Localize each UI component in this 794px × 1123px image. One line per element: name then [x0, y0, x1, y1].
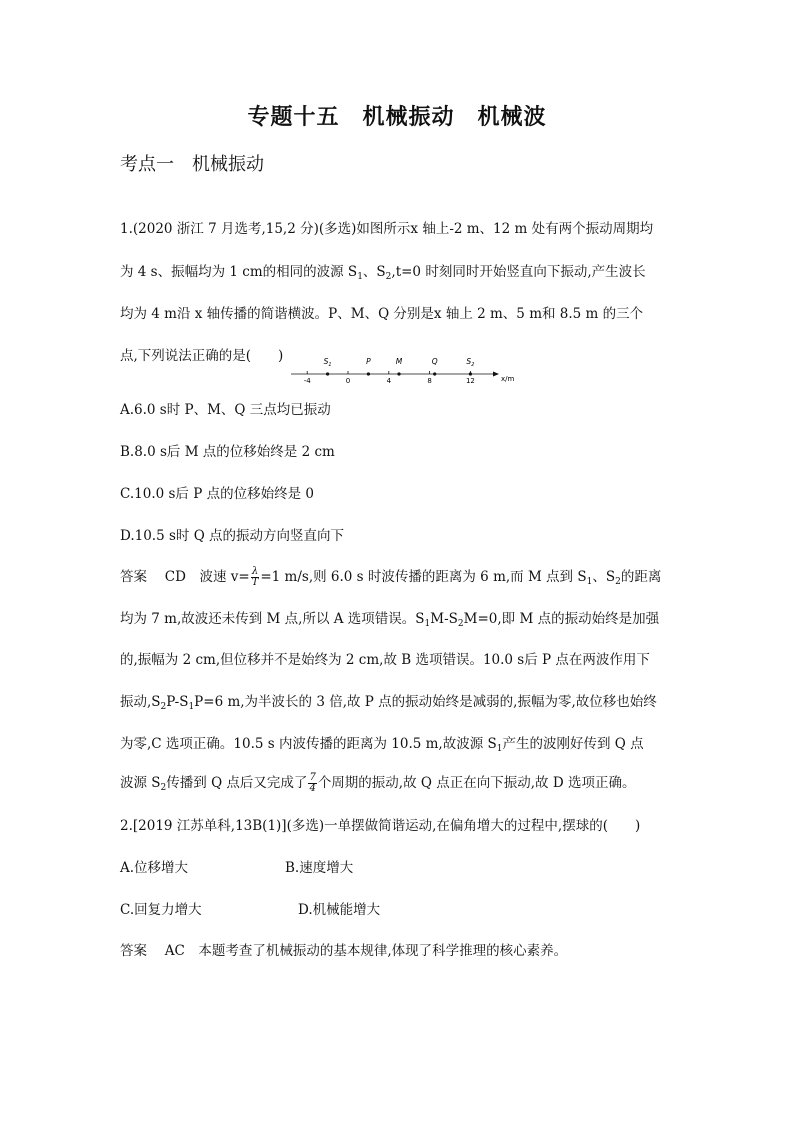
q2-stem: 2.[2019 江苏单科,13B(1)](多选)一单摆做简谐运动,在偏角增大的过程中,摆球的( )	[120, 818, 641, 834]
q2-option-c: C.回复力增大	[120, 902, 202, 918]
q1-option-a: A.6.0 s时 P、M、Q 三点均已振动	[120, 402, 331, 418]
point-label-q: Q	[431, 357, 438, 366]
q1-answer-line-4: 振动$,S_2P-S_1P=6$ m,为半波长的 3 倍,故 P 点的振动始终是减弱的,振幅为零,故位移也始终	[120, 694, 657, 712]
q1-stem-line-1: 1.(2020 浙江 7 月选考,15,2 分)(多选)如图所示x 轴上-2 m、12 m 处有两个振动周期均	[120, 221, 654, 237]
q2-answer: 答案 AC 本题考查了机械振动的基本规律,体现了科学推理的核心素养。	[120, 943, 568, 959]
q1-option-d: D.10.5 s时 Q 点的振动方向竖直向下	[120, 528, 345, 544]
point-label-s1: $S_1$	[323, 357, 332, 368]
q1-stem-line-3: 均为 4 m沿 x 轴传播的简谐横波。P、M、Q 分别是x 轴上 2 m、5 m和 8.5 m 的三个	[120, 306, 644, 322]
point-q	[433, 372, 436, 375]
point-label-s2: $S_2$	[466, 357, 475, 368]
fraction-lambda-over-t: $\frac{\lambda}{T}$	[251, 566, 259, 588]
q1-answer-line-2: 均为 7 m,故波还未传到 M 点,所以 A 选项错误。$S_1M-S_2M=0$,即 M 点的振动始终是加强	[120, 611, 660, 629]
axis-tick-label: 0	[345, 377, 351, 385]
axis-tick-label: -4	[303, 377, 311, 385]
q1-answer-line-6: 波源 $S_2$传播到 Q 点后又完成了 $\frac{7}{4}$ 个周期的振动,故 Q 点正在向下振动,故 D 选项正确。	[120, 772, 636, 794]
axis-tick-label: 8	[427, 377, 432, 385]
q1-answer-line-3: 的,振幅为 2 cm,但位移并不是始终为 2 cm,故 B 选项错误。10.0 s后 P 点在两波作用下	[120, 652, 650, 668]
q2-options-row-2	[120, 900, 690, 920]
q1-stem-line-2: 为 4 s、振幅均为 1 cm的相同的波源 $S_1$、$S_2,t=0$ 时刻同时开始竖直向下振动,产生波长	[120, 264, 646, 282]
point-label-m: M	[395, 357, 403, 366]
page-title: 专题十五 机械振动 机械波	[247, 105, 547, 130]
axis-tick-label: 12	[465, 377, 475, 385]
point-s2	[469, 372, 472, 375]
point-p	[367, 372, 370, 375]
q2-option-d: D.机械能增大	[298, 902, 381, 918]
q2-option-b: B.速度增大	[285, 860, 354, 876]
x-axis-label: x/m	[501, 375, 515, 383]
q1-axis-figure	[285, 352, 515, 388]
point-label-p: P	[366, 357, 371, 366]
q1-option-b: B.8.0 s后 M 点的位移始终是 2 cm	[120, 444, 335, 460]
fraction-seven-fourths: $\frac{7}{4}$	[309, 772, 316, 794]
q1-answer-line-1: 答案 CD 波速 v= $\frac{\lambda}{T}$ =1 m/s,则 6.0 s 时波传播的距离为 6 m,而 M 点到 $S_1$、$S_2$的距离	[120, 566, 662, 588]
q2-options-row-1	[120, 858, 690, 878]
section-heading: 考点一 机械振动	[120, 154, 264, 175]
point-m	[397, 372, 400, 375]
q1-answer-line-5: 为零,C 选项正确。10.5 s 内波传播的距离为 10.5 m,故波源 $S_1$产生的波刚好传到 Q 点	[120, 736, 644, 754]
q1-option-c: C.10.0 s后 P 点的位移始终是 0	[120, 486, 314, 502]
point-s1	[326, 372, 329, 375]
q1-stem-line-4: 点,下列说法正确的是( )	[120, 348, 284, 364]
axis-tick-label: 4	[386, 377, 392, 385]
q2-option-a: A.位移增大	[120, 860, 189, 876]
